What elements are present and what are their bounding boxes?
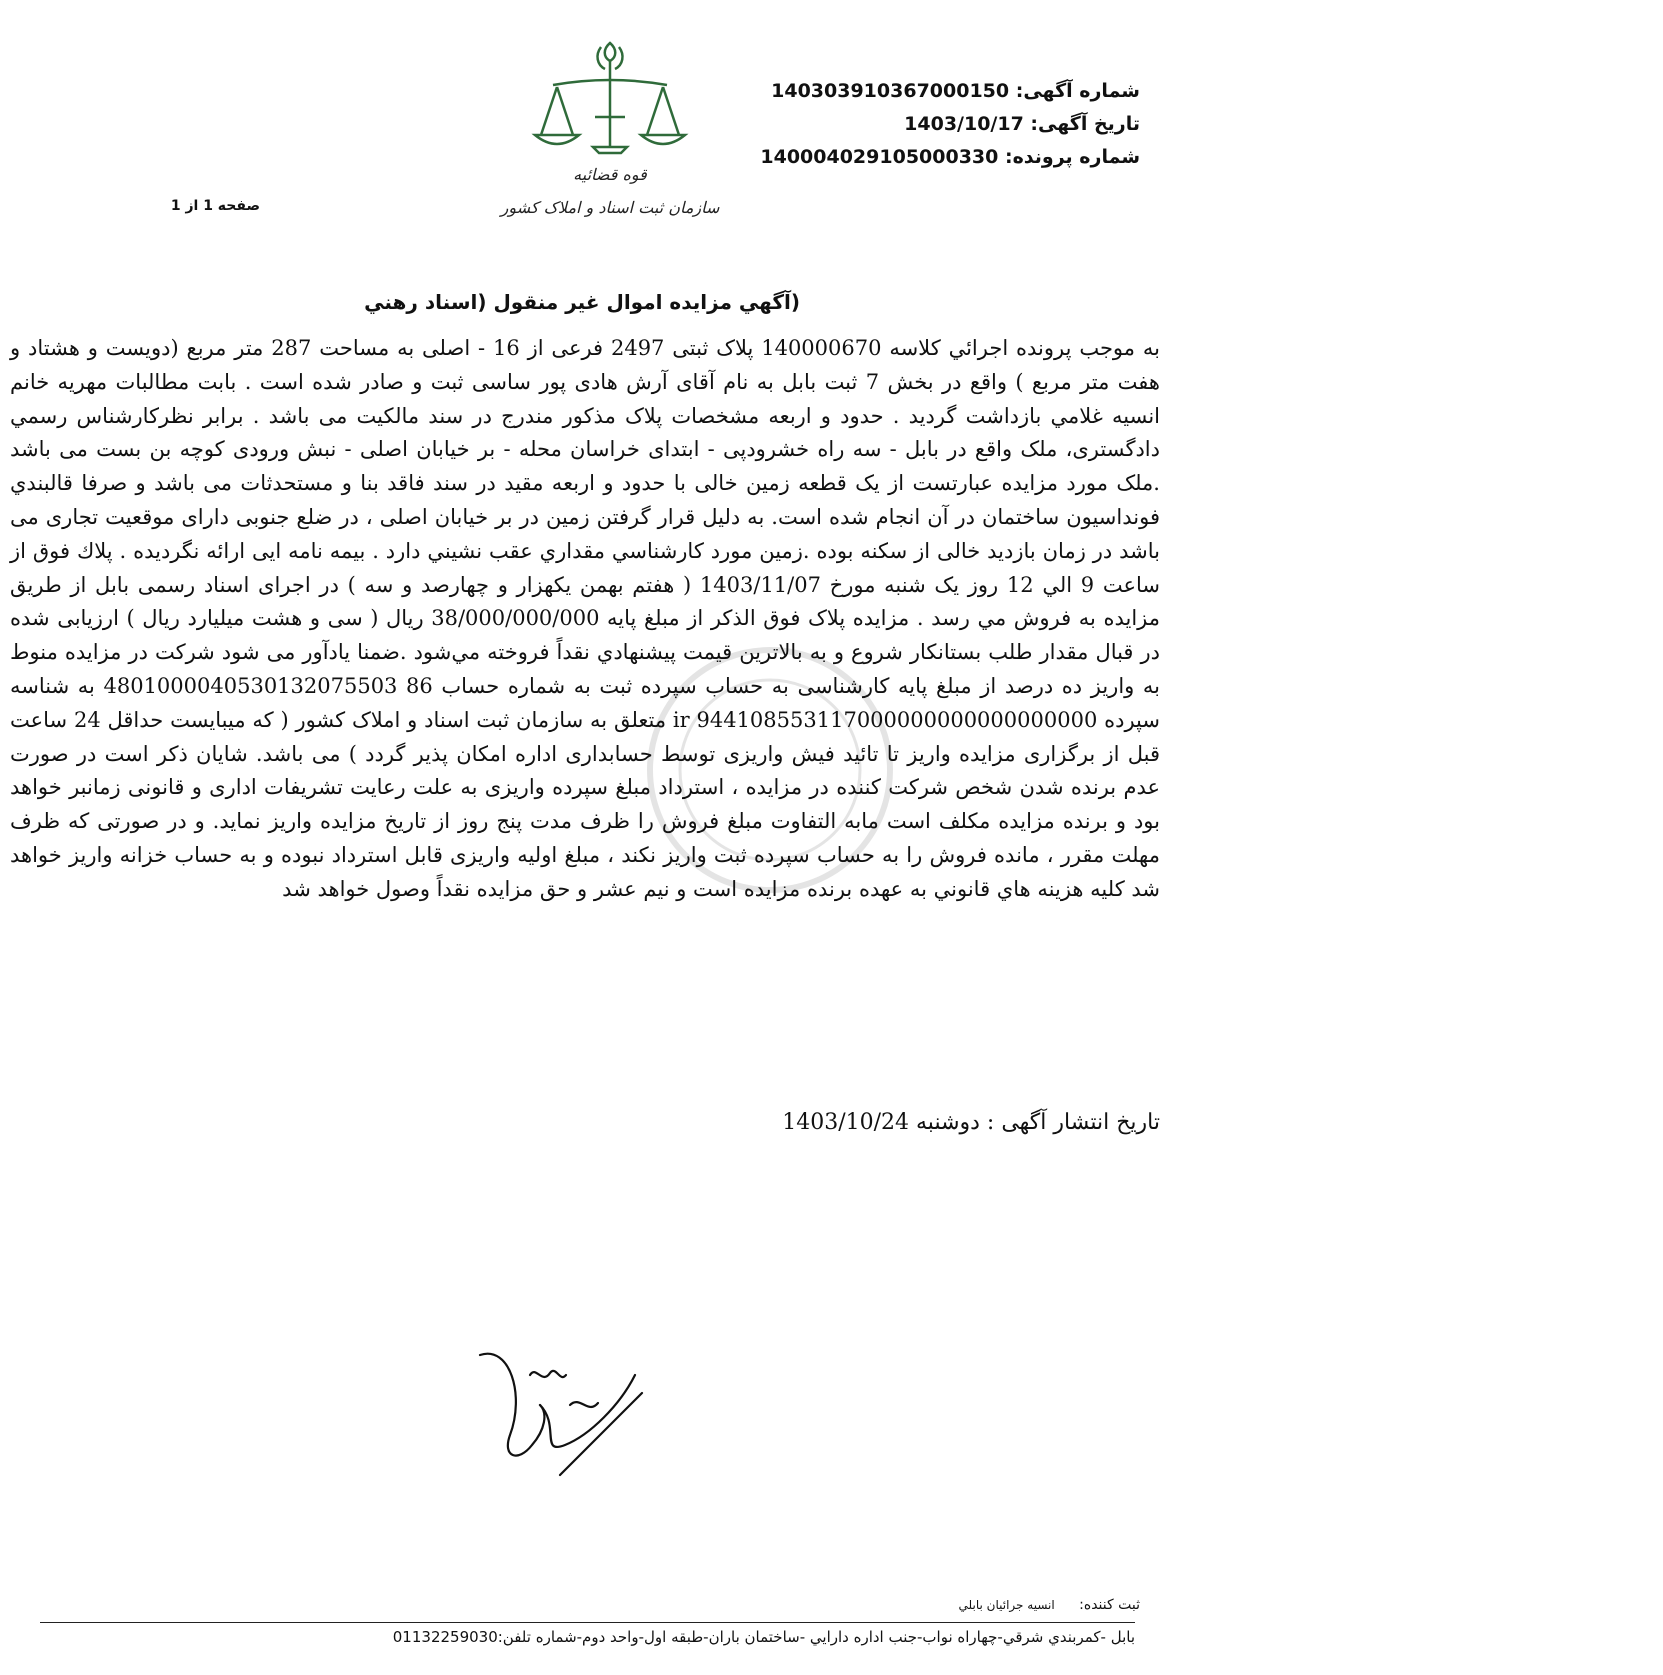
notice-number-row — [760, 75, 1140, 108]
signature — [470, 1335, 650, 1485]
body-text-segment: ( هفتم بهمن يكهزار و چهارصد و سه ) در اجرای اسناد رسمی بابل از طريق مزايده به فروش مي رسد . مزايده پلاک فوق الذكر از مبلغ پايه — [10, 572, 1161, 631]
main-plaque-number: 16 — [493, 336, 520, 360]
notice-body — [10, 332, 1160, 907]
notice-title: (آگهي مزايده اموال غير منقول (اسناد رهني — [364, 290, 800, 314]
body-text-segment: روز یک شنبه مورخ — [820, 572, 1007, 597]
body-text-segment: الي — [1033, 572, 1081, 597]
area-value: 287 — [271, 336, 312, 360]
judiciary-logo — [500, 35, 720, 235]
office-address: بابل -کمربندي شرقي-چهاراه نواب-جنب اداره دارايي -ساختمان باران-طبقه اول-واحد دوم-شماره تلفن:01132259030 — [392, 1628, 1135, 1646]
publish-date-label: تاریخ انتشار آگهی : دوشنبه — [909, 1110, 1160, 1135]
body-text-segment: ساعت قبل از برگزاری مزايده واريز تا تائيد فيش واريزی توسط حسابداری اداره امکان پذير گردد ) می باشد. شایان ذکر است در صورت عدم برنده شدن شخص شرکت کننده در مزایده ، استرداد مبلغ سپرده واریزی به علت رعایت تشریفات اداری و قانونی زمانبر خواهد بود و برنده مزایده مکلف است مابه التفاوت مبلغ فروش را ظرف مدت پنج روز از تاریخ مزایده واریز نماید. و در صورتی که ظرف مهلت مقرر ، مانده فروش را به حساب سپرده ثبت واریز نکند ، مبلغ اولیه واریزی قابل استرداد نبوده و به حساب خزانه واریز خواهد شد كليه هزينه هاي قانوني به عهده برنده مزايده است و نيم عشر و حق مزايده نقداً وصول خواهد شد — [10, 707, 1160, 901]
body-text-segment: ريال ( سی و هشت میلیارد ریال ) ارزیابی شده در قبال مقدار طلب بستانكار شروع و به بالاترين قيمت پيشنهادي نقداً فروخته مي‌شود .ضمنا يادآور می شود شرکت در مزايده منوط به واريز ده درصد از مبلغ پایه کارشناسی به حساب سپرده ثبت به شماره حساب — [10, 606, 1160, 698]
base-price: 38/000/000/000 — [431, 606, 600, 631]
page-count: صفحه 1 از 1 — [170, 198, 260, 214]
logo-text-judiciary: قوه قضائیه — [573, 165, 647, 184]
auction-date: 1403/11/07 — [699, 572, 821, 597]
auction-end-hour: 12 — [1006, 572, 1034, 597]
registrar-name: انسيه جرائيان بابلي — [958, 1598, 1055, 1612]
case-number: 14000402910500033​0 — [760, 146, 999, 168]
body-text-segment: - اصلی به مساحت — [311, 336, 493, 360]
body-text-segment: پلاک ثبتی — [664, 336, 762, 360]
body-text-segment: به شناسه سپرده ir — [10, 673, 1160, 732]
logo-text-organization: سازمان ثبت اسناد و املاک کشور — [500, 198, 720, 217]
body-text-segment: متر مربع (دویست و هشتاد و هفت متر مربع ) واقع در بخش — [10, 336, 1160, 394]
section-number: 7 — [865, 369, 880, 394]
auction-start-hour: 9 — [1080, 572, 1095, 597]
notice-date-label: تاریخ آگهی: — [1030, 113, 1140, 135]
deposit-hours: 24 — [73, 707, 101, 732]
registrar-label: ثبت کننده: — [1079, 1597, 1140, 1613]
registration-plaque-number: 2497 — [610, 336, 665, 360]
notice-meta — [760, 75, 1140, 174]
publish-date-line — [600, 1110, 1160, 1135]
notice-date-row — [760, 108, 1140, 141]
scales-of-justice-icon — [500, 35, 720, 235]
body-text-segment: فرعی از — [519, 336, 611, 360]
deposit-id: 944108553117000000000000000000 — [696, 707, 1098, 732]
deposit-account-number: 4801000040530132075503 86 — [103, 673, 433, 698]
registrar — [700, 1597, 1140, 1613]
execution-file-number: 140000670 — [761, 336, 882, 360]
case-number-row — [760, 141, 1140, 174]
body-text-segment: به موجب پرونده اجرائي كلاسه — [881, 336, 1160, 360]
body-text-segment: ثبت بابل به نام آقای آرش هادی پور ساسی ثبت و صادر شده است . بابت مطالبات مهريه خانم انسيه غلامي بازداشت گرديد . حدود و اربعه مشخصات پلاک مذکور مندرج در سند مالکیت می باشد . برابر نظرکارشناس رسمي دادگستری، ملک واقع در بابل - سه راه خشرودپی - ابتدای خراسان محله - بر خیابان اصلی - نبش ورودی کوچه بن بست می باشد .ملک مورد مزایده عبارتست از یک قطعه زمین خالی با حدود و اربعه مقید در سند فاقد بنا و مستحدثات می باشد و صرفا قالبندي فونداسيون ساختمان در آن انجام شده است. به دليل قرار گرفتن زمين در بر خيابان اصلی ، در ضلع جنوبی دارای موقعيت تجاری می باشد در زمان بازدید خالی از سکنه بوده .زمین مورد کارشناسي مقداري عقب نشيني دارد . بیمه نامه ایی ارائه نگردیده . پلاك فوق از ساعت — [10, 369, 1161, 597]
publish-date: 1403/10/24 — [782, 1110, 910, 1135]
body-text-segment: متعلق به سازمان ثبت اسناد و املاک کشور ( که ميبايست حداقل — [100, 707, 673, 732]
case-number-label: شماره پرونده: — [1004, 146, 1140, 168]
notice-number-label: شماره آگهی: — [1015, 80, 1140, 102]
notice-date: 1403/10/17 — [904, 113, 1024, 135]
notice-number: 140303910367000150 — [771, 80, 1010, 102]
footer-divider — [40, 1622, 1135, 1623]
